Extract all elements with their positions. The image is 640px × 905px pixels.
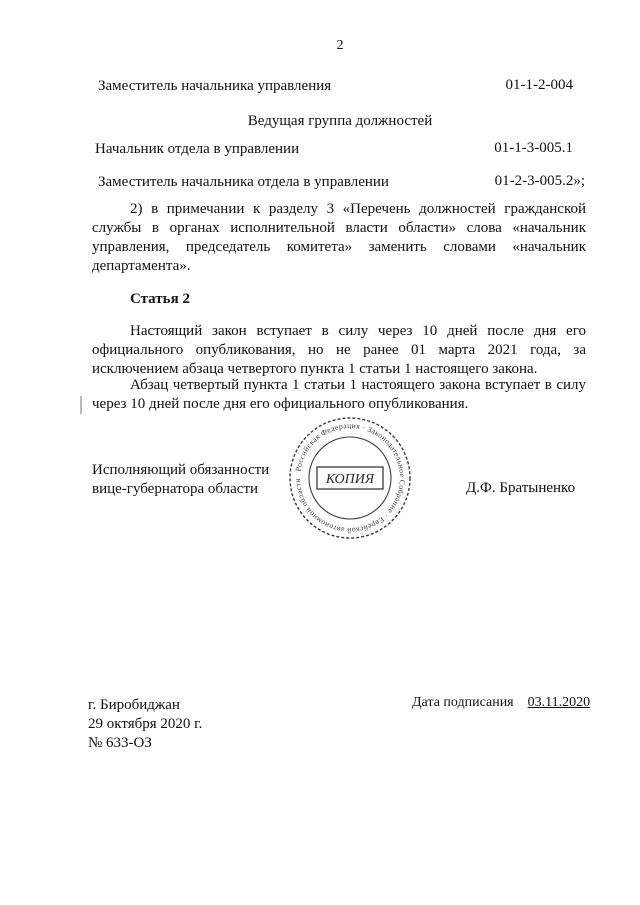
signing-date-value: 03.11.2020: [527, 695, 591, 710]
signature-position-line: вице-губернатора области: [92, 481, 259, 497]
signing-date-label: Дата подписания: [412, 695, 514, 710]
position-row-label: Заместитель начальника управления: [98, 78, 332, 94]
paragraph-line: официального опубликования, но не ранее 01 марта 2021 года, за: [92, 342, 586, 358]
signature-position-line: Исполняющий обязанности: [92, 462, 270, 478]
signer-name: Д.Ф. Братыненко: [466, 480, 576, 496]
position-row-label: Заместитель начальника отдела в управлении: [98, 174, 389, 190]
group-heading: Ведущая группа должностей: [247, 113, 433, 129]
article-paragraph: [92, 322, 586, 379]
position-row-label: Начальник отдела в управлении: [95, 141, 300, 157]
article-paragraph: [92, 376, 586, 414]
seal-ring-text: Российская Федерация · Законодательное Собрание · Еврейской автономной области: [292, 420, 408, 536]
position-row-code: 01-2-3-005.2»;: [494, 173, 585, 189]
margin-mark: [80, 396, 82, 414]
city: г. Биробиджан: [88, 697, 180, 713]
position-row-code: 01-1-2-004: [505, 77, 573, 93]
paragraph-line: управления, председатель комитета» заменить словами «начальник: [92, 239, 586, 255]
signature-position: [92, 461, 269, 499]
seal-center-text: КОПИЯ: [325, 472, 375, 487]
signing-date: [412, 695, 590, 711]
law-number: № 633-ОЗ: [88, 735, 152, 751]
paragraph-line: Настоящий закон вступает в силу через 10 дней после дня его: [130, 323, 586, 339]
position-row-code: 01-1-3-005.1: [494, 140, 573, 156]
paragraph-line: департамента».: [92, 258, 191, 274]
paragraph-line: 2) в примечании к разделу 3 «Перечень должностей гражданской: [130, 201, 586, 217]
paragraph-line: Абзац четвертый пункта 1 статьи 1 настоящего закона вступает в силу: [130, 377, 586, 393]
paragraph-line: исключением абзаца четвертого пункта 1 статьи 1 настоящего закона.: [92, 361, 538, 377]
paragraph-line: через 10 дней после дня его официального опубликования.: [92, 396, 469, 412]
paragraph-line: службы в органах исполнительной власти области» слова «начальник: [92, 220, 586, 236]
note-paragraph: [92, 200, 586, 276]
law-date: 29 октября 2020 г.: [88, 716, 203, 732]
page-number: 2: [336, 38, 344, 53]
copy-seal-icon: [285, 413, 415, 543]
article-title: Статья 2: [130, 291, 190, 307]
place-date-block: [88, 696, 202, 753]
